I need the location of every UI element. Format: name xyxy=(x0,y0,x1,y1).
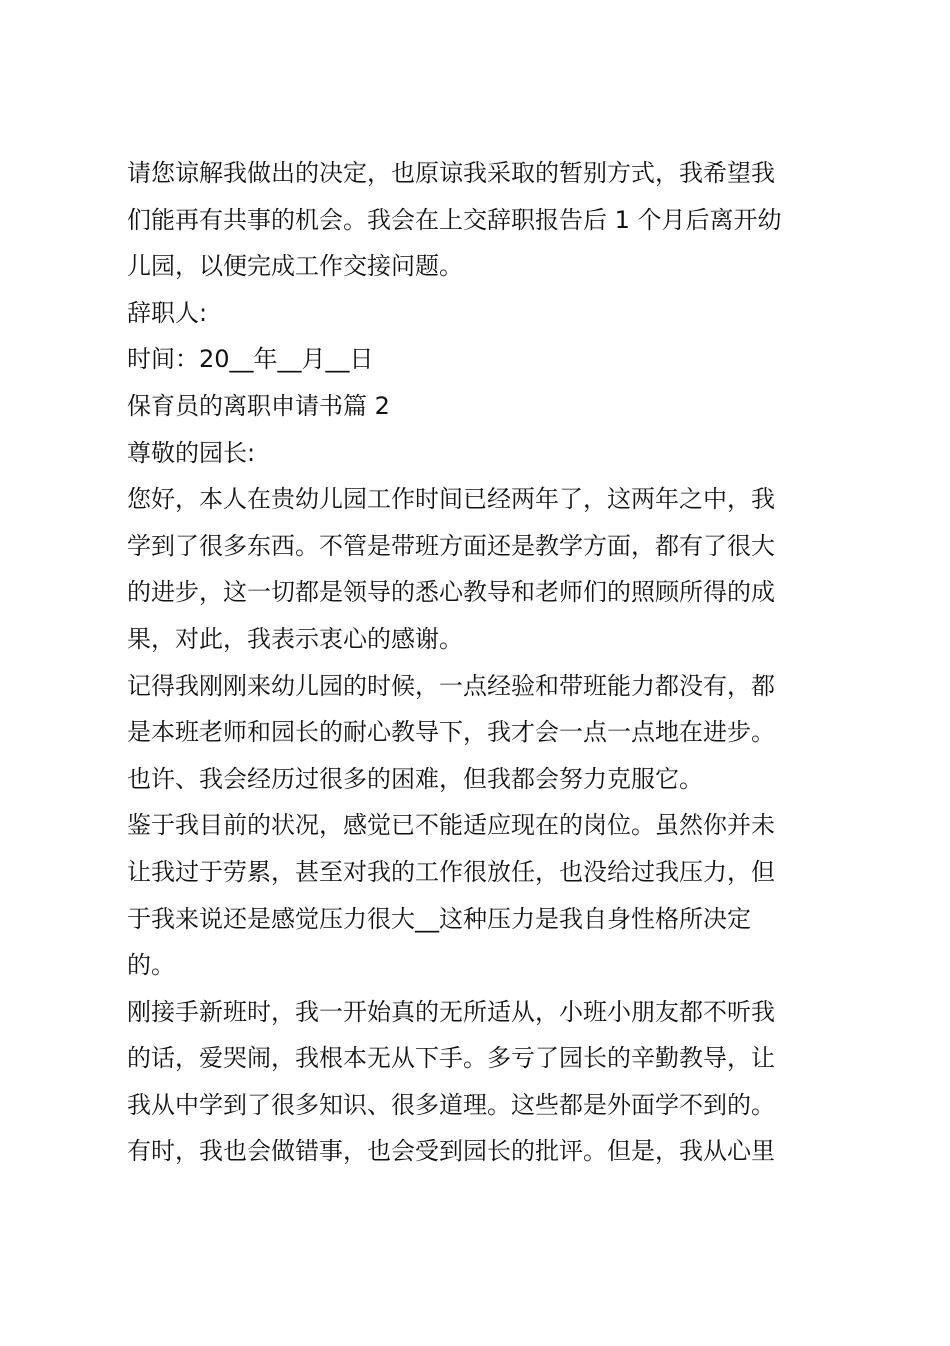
text-line: 们能再有共事的机会。我会在上交辞职报告后 1 个月后离开幼 xyxy=(127,205,782,234)
section-title: 保育员的离职申请书篇 2 xyxy=(127,391,390,420)
text-line: 我从中学到了很多知识、很多道理。这些都是外面学不到的。 xyxy=(127,1090,775,1119)
text-line: 鉴于我目前的状况，感觉已不能适应现在的岗位。虽然你并未 xyxy=(127,811,775,840)
text-line: 儿园，以便完成工作交接问题。 xyxy=(127,252,463,281)
text-line: 于我来说还是感觉压力很大__这种压力是我自身性格所决定 xyxy=(127,904,751,933)
text-line: 的话，爱哭闹，我根本无从下手。多亏了园长的辛勤教导，让 xyxy=(127,1044,775,1073)
text-line: 果，对此，我表示衷心的感谢。 xyxy=(127,624,463,653)
text-line: 刚接手新班时，我一开始真的无所适从，小班小朋友都不听我 xyxy=(127,997,775,1026)
text-line: 是本班老师和园长的耐心教导下，我才会一点一点地在进步。 xyxy=(127,718,775,747)
text-line: 有时，我也会做错事，也会受到园长的批评。但是，我从心里 xyxy=(127,1137,775,1166)
document-body xyxy=(127,150,827,1175)
text-line: 让我过于劳累，甚至对我的工作很放任，也没给过我压力，但 xyxy=(127,857,775,886)
text-line: 您好，本人在贵幼儿园工作时间已经两年了，这两年之中，我 xyxy=(127,485,775,514)
text-line: 也许、我会经历过很多的困难，但我都会努力克服它。 xyxy=(127,764,703,793)
date-line: 时间：20__年__月__日 xyxy=(127,345,374,374)
text-line: 的。 xyxy=(127,951,175,980)
salutation: 尊敬的园长: xyxy=(127,438,256,467)
text-line: 记得我刚刚来幼儿园的时候，一点经验和带班能力都没有，都 xyxy=(127,671,775,700)
text-line: 学到了很多东西。不管是带班方面还是教学方面，都有了很大 xyxy=(127,531,775,560)
text-line: 的进步，这一切都是领导的悉心教导和老师们的照顾所得的成 xyxy=(127,578,775,607)
text-line: 请您谅解我做出的决定，也原谅我采取的暂别方式，我希望我 xyxy=(127,159,775,187)
signature-label: 辞职人: xyxy=(127,298,208,327)
